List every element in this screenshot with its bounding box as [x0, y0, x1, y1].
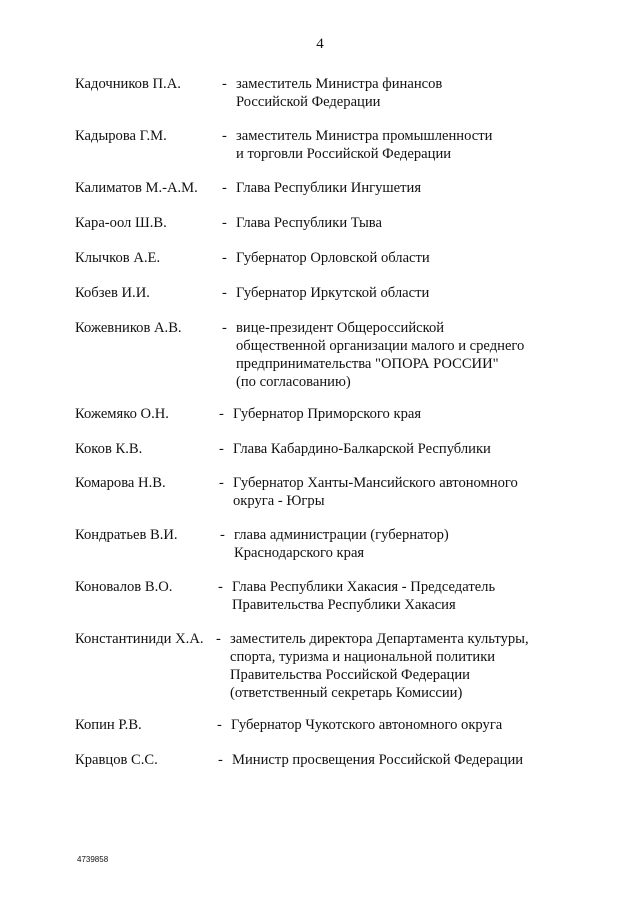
- member-role: [233, 440, 563, 458]
- role-line: Губернатор Чукотского автономного округа: [231, 717, 503, 733]
- dash-separator: -: [218, 752, 223, 768]
- member-name: Кадочников П.А.: [75, 76, 181, 92]
- member-role: [236, 284, 566, 302]
- member-name: Копин Р.В.: [75, 717, 142, 733]
- role-line: Министр просвещения Российской Федерации: [232, 752, 524, 768]
- member-role: [236, 127, 566, 163]
- dash-separator: -: [220, 527, 225, 543]
- role-line: Губернатор Ханты-Мансийского автономного: [233, 475, 518, 491]
- member-role: [236, 319, 566, 391]
- member-name: Клычков А.Е.: [75, 250, 161, 266]
- role-line: Глава Республики Ингушетия: [236, 180, 422, 196]
- member-name: Коновалов В.О.: [75, 579, 173, 595]
- role-line: Глава Республики Хакасия - Председатель: [232, 579, 496, 595]
- role-line: Российской Федерации: [236, 94, 381, 110]
- dash-separator: -: [222, 128, 227, 144]
- member-name: Кожевников А.В.: [75, 320, 182, 336]
- dash-separator: -: [219, 441, 224, 457]
- role-line: заместитель директора Департамента культуры,: [230, 631, 529, 647]
- role-line: предпринимательства "ОПОРА РОССИИ": [236, 356, 499, 372]
- member-role: [236, 75, 566, 111]
- dash-separator: -: [222, 285, 227, 301]
- role-line: Правительства Республики Хакасия: [232, 597, 456, 613]
- role-line: Краснодарского края: [234, 545, 365, 561]
- dash-separator: -: [222, 180, 227, 196]
- member-role: [232, 578, 562, 614]
- member-name: Кондратьев В.И.: [75, 527, 178, 543]
- dash-separator: -: [222, 215, 227, 231]
- member-role: [233, 474, 563, 510]
- role-line: (по согласованию): [236, 374, 351, 390]
- role-line: Губернатор Приморского края: [233, 406, 422, 422]
- dash-separator: -: [219, 475, 224, 491]
- role-line: и торговли Российской Федерации: [236, 146, 452, 162]
- member-role: [236, 214, 566, 232]
- role-line: Глава Кабардино-Балкарской Республики: [233, 441, 491, 457]
- member-name: Кожемяко О.Н.: [75, 406, 169, 422]
- dash-separator: -: [222, 250, 227, 266]
- role-line: Правительства Российской Федерации: [230, 667, 470, 683]
- member-role: [232, 751, 562, 769]
- dash-separator: -: [216, 631, 221, 647]
- member-role: [230, 630, 560, 702]
- member-role: [231, 716, 561, 734]
- dash-separator: -: [217, 717, 222, 733]
- role-line: Губернатор Орловской области: [236, 250, 430, 266]
- document-code: 4739858: [77, 855, 109, 864]
- dash-separator: -: [222, 76, 227, 92]
- role-line: вице-президент Общероссийской: [236, 320, 445, 336]
- member-name: Кравцов С.С.: [75, 752, 158, 768]
- member-name: Кадырова Г.М.: [75, 128, 167, 144]
- role-line: общественной организации малого и среднего: [236, 338, 525, 354]
- member-name: Калиматов М.-А.М.: [75, 180, 198, 196]
- dash-separator: -: [218, 579, 223, 595]
- role-line: (ответственный секретарь Комиссии): [230, 685, 463, 701]
- role-line: глава администрации (губернатор): [234, 527, 449, 543]
- dash-separator: -: [219, 406, 224, 422]
- dash-separator: -: [222, 320, 227, 336]
- role-line: округа - Югры: [233, 493, 325, 509]
- role-line: спорта, туризма и национальной политики: [230, 649, 496, 665]
- member-name: Кобзев И.И.: [75, 285, 150, 301]
- member-name: Кара-оол Ш.В.: [75, 215, 167, 231]
- member-name: Комарова Н.В.: [75, 475, 166, 491]
- role-line: заместитель Министра финансов: [236, 76, 443, 92]
- role-line: заместитель Министра промышленности: [236, 128, 493, 144]
- page-number: 4: [316, 36, 324, 52]
- member-role: [236, 179, 566, 197]
- role-line: Губернатор Иркутской области: [236, 285, 430, 301]
- member-role: [234, 526, 564, 562]
- member-role: [233, 405, 563, 423]
- member-role: [236, 249, 566, 267]
- member-name: Константиниди Х.А.: [75, 631, 204, 647]
- member-name: Коков К.В.: [75, 441, 143, 457]
- role-line: Глава Республики Тыва: [236, 215, 382, 231]
